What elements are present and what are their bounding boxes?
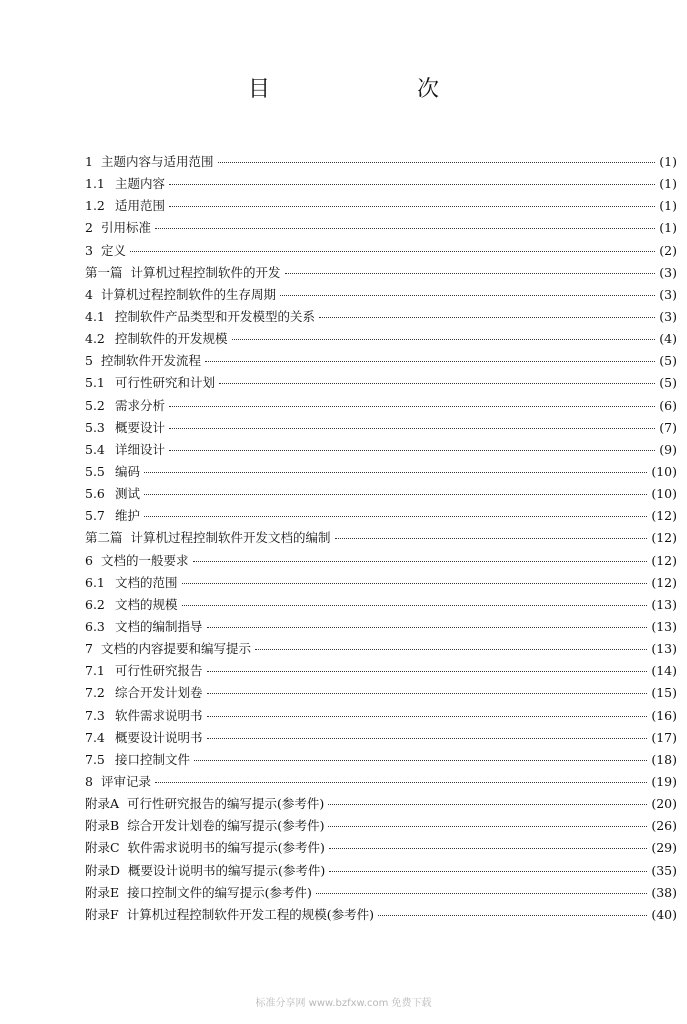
toc-entry-number: 7.5 — [85, 751, 105, 767]
dot-leader — [335, 538, 648, 539]
toc-entry — [85, 838, 677, 860]
dot-leader — [144, 472, 647, 473]
toc-entry-page: (1) — [659, 154, 677, 169]
toc-entry-page: (6) — [659, 397, 677, 413]
toc-entry — [85, 772, 677, 794]
toc-entry — [85, 218, 677, 240]
toc-entry-page: (12) — [651, 574, 677, 590]
dot-leader — [207, 716, 648, 717]
dot-leader — [144, 516, 647, 517]
dot-leader — [329, 848, 647, 849]
toc-entry-number: 6.1 — [85, 574, 105, 590]
toc-entry-page: (40) — [651, 906, 677, 922]
dot-leader — [169, 450, 655, 451]
toc-entry-title: 控制软件的开发规模 — [115, 331, 228, 347]
toc-entry-title: 计算机过程控制软件的开发 — [130, 264, 281, 280]
toc-entry-number: 7 — [85, 641, 93, 657]
toc-entry-number: 5.6 — [85, 486, 105, 502]
toc-entry-page: (1) — [659, 176, 677, 192]
dot-leader — [218, 162, 656, 163]
toc-entry-page: (15) — [651, 685, 677, 701]
toc-entry-page: (9) — [659, 441, 677, 457]
toc-entry-number: 5.7 — [85, 508, 105, 524]
toc-entry — [85, 418, 677, 440]
toc-entry-page: (35) — [651, 862, 677, 878]
toc-entry-page: (4) — [659, 331, 677, 347]
page-title: 目 次 — [248, 77, 509, 102]
toc-entry-number: 附录D — [85, 862, 121, 878]
toc-entry-page: (20) — [651, 796, 677, 812]
toc-entry — [85, 861, 677, 883]
toc-entry-page: (19) — [651, 773, 677, 789]
dot-leader — [207, 693, 648, 694]
toc-entry-number: 第二篇 — [85, 530, 123, 546]
toc-entry-page: (26) — [651, 818, 677, 834]
toc-entry-number: 5.4 — [85, 441, 105, 457]
toc-entry — [85, 462, 677, 484]
dot-leader — [207, 738, 648, 739]
toc-entry-title: 计算机过程控制软件开发工程的规模(参考件) — [126, 906, 374, 922]
toc-entry-title: 详细设计 — [115, 441, 166, 457]
toc-entry-number: 4 — [85, 286, 93, 302]
toc-entry-title: 概要设计说明书 — [115, 729, 203, 745]
toc-entry-number: 2 — [85, 220, 93, 236]
toc-entry-page: (12) — [651, 508, 677, 524]
toc-entry-title: 可行性研究报告 — [115, 663, 203, 679]
dot-leader — [193, 561, 648, 562]
toc-entry — [85, 307, 677, 329]
toc-entry — [85, 506, 677, 528]
toc-entry-title: 计算机过程控制软件的生存周期 — [101, 286, 277, 302]
toc-entry — [85, 573, 677, 595]
toc-entry-page: (1) — [659, 220, 677, 236]
toc-entry-title: 评审记录 — [101, 773, 152, 789]
dot-leader — [169, 406, 655, 407]
toc-entry — [85, 285, 677, 307]
toc-entry-title: 文档的范围 — [115, 574, 178, 590]
toc-entry — [85, 373, 677, 395]
toc-entry-page: (12) — [651, 530, 677, 546]
toc-entry — [85, 595, 677, 617]
toc-entry-title: 编码 — [115, 463, 141, 479]
toc-entry-number: 5.1 — [85, 375, 105, 391]
toc-entry-title: 软件需求说明书 — [115, 707, 203, 723]
toc-entry-number: 4.1 — [85, 308, 105, 324]
toc-entry-title: 控制软件开发流程 — [101, 353, 202, 369]
toc-entry — [85, 329, 677, 351]
toc-entry-page: (12) — [651, 552, 677, 568]
toc-entry — [85, 196, 677, 218]
dot-leader — [207, 627, 648, 628]
dot-leader — [316, 893, 647, 894]
toc-entry-number: 5.3 — [85, 419, 105, 435]
toc-entry-number: 1.2 — [85, 198, 105, 214]
toc-entry — [85, 706, 677, 728]
toc-entry-number: 5.2 — [85, 397, 105, 413]
dot-leader — [144, 494, 647, 495]
dot-leader — [155, 782, 647, 783]
toc-entry-title: 控制软件产品类型和开发模型的关系 — [115, 308, 316, 324]
toc-entry — [85, 905, 677, 927]
toc-entry — [85, 152, 677, 174]
toc-entry-title: 可行性研究报告的编写提示(参考件) — [127, 796, 325, 812]
toc-entry-page: (13) — [651, 596, 677, 612]
dot-leader — [280, 295, 655, 296]
toc-entry — [85, 794, 677, 816]
toc-entry-title: 可行性研究和计划 — [115, 375, 216, 391]
toc-entry-number: 附录E — [85, 884, 120, 900]
toc-entry-number: 8 — [85, 773, 93, 789]
toc-entry-title: 维护 — [115, 508, 141, 524]
toc-entry-title: 适用范围 — [115, 198, 166, 214]
dot-leader — [207, 671, 648, 672]
dot-leader — [169, 206, 655, 207]
dot-leader — [232, 339, 656, 340]
toc-entry-page: (17) — [651, 729, 677, 745]
toc-entry-title: 软件需求说明书的编写提示(参考件) — [127, 840, 325, 856]
toc-entry-page: (1) — [659, 198, 677, 214]
toc-entry-title: 文档的编制指导 — [115, 618, 203, 634]
toc-entry-page: (13) — [651, 641, 677, 657]
toc-entry-page: (13) — [651, 618, 677, 634]
table-of-contents — [85, 152, 677, 927]
toc-entry — [85, 683, 677, 705]
toc-entry-page: (29) — [651, 840, 677, 856]
toc-entry-number: 第一篇 — [85, 264, 123, 280]
toc-entry — [85, 639, 677, 661]
dot-leader — [328, 804, 647, 805]
toc-entry-number: 附录A — [85, 796, 120, 812]
toc-entry — [85, 551, 677, 573]
dot-leader — [319, 317, 655, 318]
toc-entry-page: (10) — [651, 486, 677, 502]
toc-entry-number: 7.2 — [85, 685, 105, 701]
toc-entry-number: 1.1 — [85, 176, 105, 192]
toc-entry-number: 附录B — [85, 818, 120, 834]
toc-entry-page: (14) — [651, 663, 677, 679]
toc-entry — [85, 174, 677, 196]
toc-entry-page: (7) — [659, 419, 677, 435]
toc-entry-page: (3) — [659, 264, 677, 280]
toc-entry-title: 引用标准 — [101, 220, 152, 236]
toc-entry-number: 附录C — [85, 840, 120, 856]
toc-entry-number: 5 — [85, 353, 93, 369]
dot-leader — [255, 649, 647, 650]
dot-leader — [130, 251, 655, 252]
toc-entry — [85, 728, 677, 750]
toc-entry-page: (3) — [659, 286, 677, 302]
toc-entry-page: (3) — [659, 308, 677, 324]
toc-entry-page: (18) — [651, 751, 677, 767]
toc-entry-number: 4.2 — [85, 331, 105, 347]
toc-entry-number: 7.3 — [85, 707, 105, 723]
toc-entry-title: 接口控制文件 — [115, 751, 191, 767]
toc-entry — [85, 816, 677, 838]
toc-entry-title: 主题内容 — [115, 176, 166, 192]
toc-entry-title: 文档的规模 — [115, 596, 178, 612]
toc-entry-title: 文档的一般要求 — [101, 552, 189, 568]
dot-leader — [169, 428, 655, 429]
dot-leader — [205, 361, 655, 362]
toc-entry-page: (10) — [651, 463, 677, 479]
dot-leader — [378, 915, 647, 916]
toc-entry-number: 1 — [85, 154, 93, 169]
toc-entry — [85, 528, 677, 550]
toc-entry — [85, 241, 677, 263]
dot-leader — [182, 605, 648, 606]
toc-entry-page: (38) — [651, 884, 677, 900]
toc-entry-number: 3 — [85, 242, 93, 258]
toc-entry-title: 概要设计 — [115, 419, 166, 435]
toc-entry-page: (5) — [659, 375, 677, 391]
dot-leader — [169, 184, 655, 185]
toc-entry-title: 定义 — [101, 242, 127, 258]
toc-entry-page: (16) — [651, 707, 677, 723]
toc-entry-number: 7.4 — [85, 729, 105, 745]
toc-entry — [85, 883, 677, 905]
toc-entry-title: 综合开发计划卷 — [115, 685, 203, 701]
toc-entry-number: 6.3 — [85, 618, 105, 634]
dot-leader — [155, 228, 655, 229]
toc-entry-number: 6.2 — [85, 596, 105, 612]
toc-entry-page: (5) — [659, 353, 677, 369]
toc-entry-number: 6 — [85, 552, 93, 568]
dot-leader — [219, 383, 655, 384]
toc-entry — [85, 661, 677, 683]
toc-entry-number: 7.1 — [85, 663, 105, 679]
toc-entry-title: 综合开发计划卷的编写提示(参考件) — [127, 818, 325, 834]
toc-entry — [85, 263, 677, 285]
toc-entry — [85, 351, 677, 373]
toc-entry-number: 附录F — [85, 906, 119, 922]
toc-entry-title: 接口控制文件的编写提示(参考件) — [127, 884, 312, 900]
dot-leader — [329, 871, 647, 872]
toc-entry — [85, 440, 677, 462]
toc-entry-title: 测试 — [115, 486, 141, 502]
toc-entry-number: 5.5 — [85, 463, 105, 479]
toc-entry-title: 计算机过程控制软件开发文档的编制 — [130, 530, 331, 546]
dot-leader — [328, 826, 647, 827]
toc-entry-title: 主题内容与适用范围 — [101, 154, 214, 169]
toc-entry-title: 概要设计说明书的编写提示(参考件) — [128, 862, 326, 878]
toc-entry — [85, 396, 677, 418]
toc-entry-title: 需求分析 — [115, 397, 166, 413]
toc-entry-title: 文档的内容提要和编写提示 — [101, 641, 252, 657]
dot-leader — [194, 760, 647, 761]
toc-entry — [85, 484, 677, 506]
dot-leader — [182, 583, 648, 584]
toc-entry — [85, 750, 677, 772]
watermark-footer: 标准分享网 www.bzfxw.com 免费下载 — [255, 998, 432, 1009]
dot-leader — [285, 273, 656, 274]
toc-entry-page: (2) — [659, 242, 677, 258]
toc-entry — [85, 617, 677, 639]
